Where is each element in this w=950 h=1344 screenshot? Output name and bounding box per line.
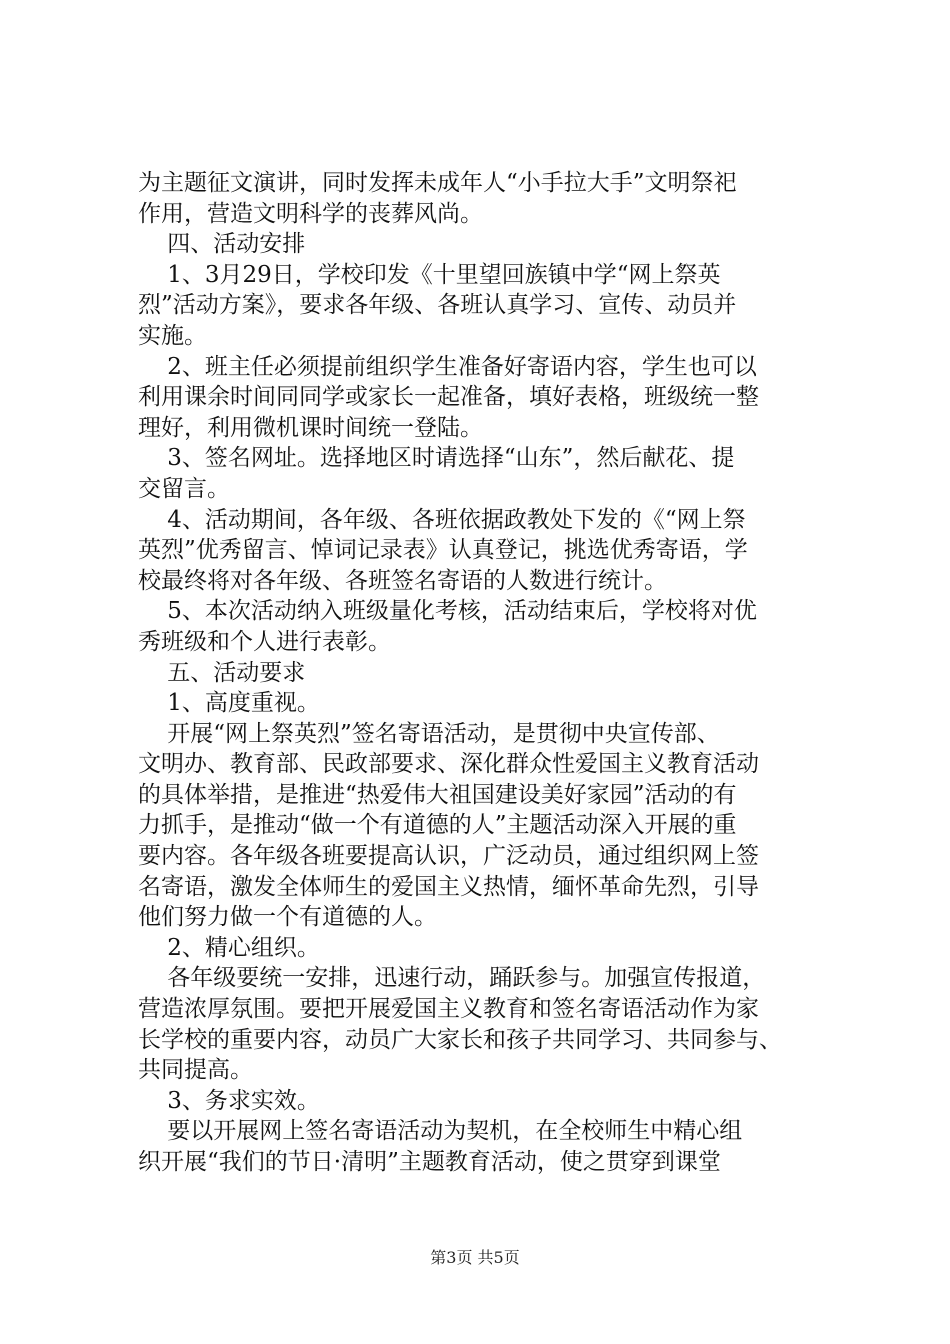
text-line: 利用课余时间同同学或家长一起准备，填好表格，班级统一整 [138,384,759,411]
text-line: 营造浓厚氛围。要把开展爱国主义教育和签名寄语活动作为家 [138,996,759,1023]
text-line: 要内容。各年级各班要提高认识，广泛动员，通过组织网上签 [138,843,759,870]
text-line: 3、务求实效。 [138,1087,320,1114]
text-line: 要以开展网上签名寄语活动为契机，在全校师生中精心组 [138,1118,743,1145]
text-line: 四、活动安排 [138,231,306,258]
text-line: 作用，营造文明科学的丧葬风尚。 [138,200,483,227]
text-line: 文明办、教育部、民政部要求、深化群众性爱国主义教育活动 [138,751,759,778]
text-line: 共同提高。 [138,1057,253,1084]
text-line: 4、活动期间，各年级、各班依据政教处下发的《“网上祭 [138,506,746,533]
text-line: 5、本次活动纳入班级量化考核，活动结束后，学校将对优 [138,598,757,625]
page-footer: 第3页 共5页 [430,1248,520,1267]
text-line: 2、班主任必须提前组织学生准备好寄语内容，学生也可以 [138,353,757,380]
text-line: 理好，利用微机课时间统一登陆。 [138,414,483,441]
text-line: 各年级要统一安排，迅速行动，踊跃参与。加强宣传报道， [138,965,766,992]
text-line: 1、3月29日，学校印发《十里望回族镇中学“网上祭英 [138,261,721,288]
body-text [138,168,838,1178]
text-line: 交留言。 [138,475,230,502]
text-line: 秀班级和个人进行表彰。 [138,628,391,655]
text-line: 长学校的重要内容，动员广大家长和孩子共同学习、共同参与、 [138,1026,782,1053]
text-line: 英烈”优秀留言、悼词记录表》认真登记，挑选优秀寄语，学 [138,537,748,564]
text-line: 为主题征文演讲，同时发挥未成年人“小手拉大手”文明祭祀 [138,170,737,196]
text-line: 烈”活动方案》，要求各年级、各班认真学习、宣传、动员并 [138,292,737,319]
text-line: 名寄语，激发全体师生的爱国主义热情，缅怀革命先烈，引导 [138,873,759,900]
text-line: 的具体举措，是推进“热爱伟大祖国建设美好家园”活动的有 [138,781,737,808]
text-line: 3、签名网址。选择地区时请选择“山东”，然后献花、提 [138,445,735,472]
text-line: 五、活动要求 [138,659,306,686]
text-line: 1、高度重视。 [138,690,320,717]
text-line: 校最终将对各年级、各班签名寄语的人数进行统计。 [138,567,667,594]
text-line: 2、精心组织。 [138,934,320,961]
text-line: 他们努力做一个有道德的人。 [138,904,437,931]
text-line: 开展“网上祭英烈”签名寄语活动，是贯彻中央宣传部、 [138,720,720,747]
text-line: 实施。 [138,322,207,349]
text-line: 织开展“我们的节日·清明”主题教育活动，使之贯穿到课堂 [138,1149,721,1175]
text-line: 力抓手，是推动“做一个有道德的人”主题活动深入开展的重 [138,812,737,839]
